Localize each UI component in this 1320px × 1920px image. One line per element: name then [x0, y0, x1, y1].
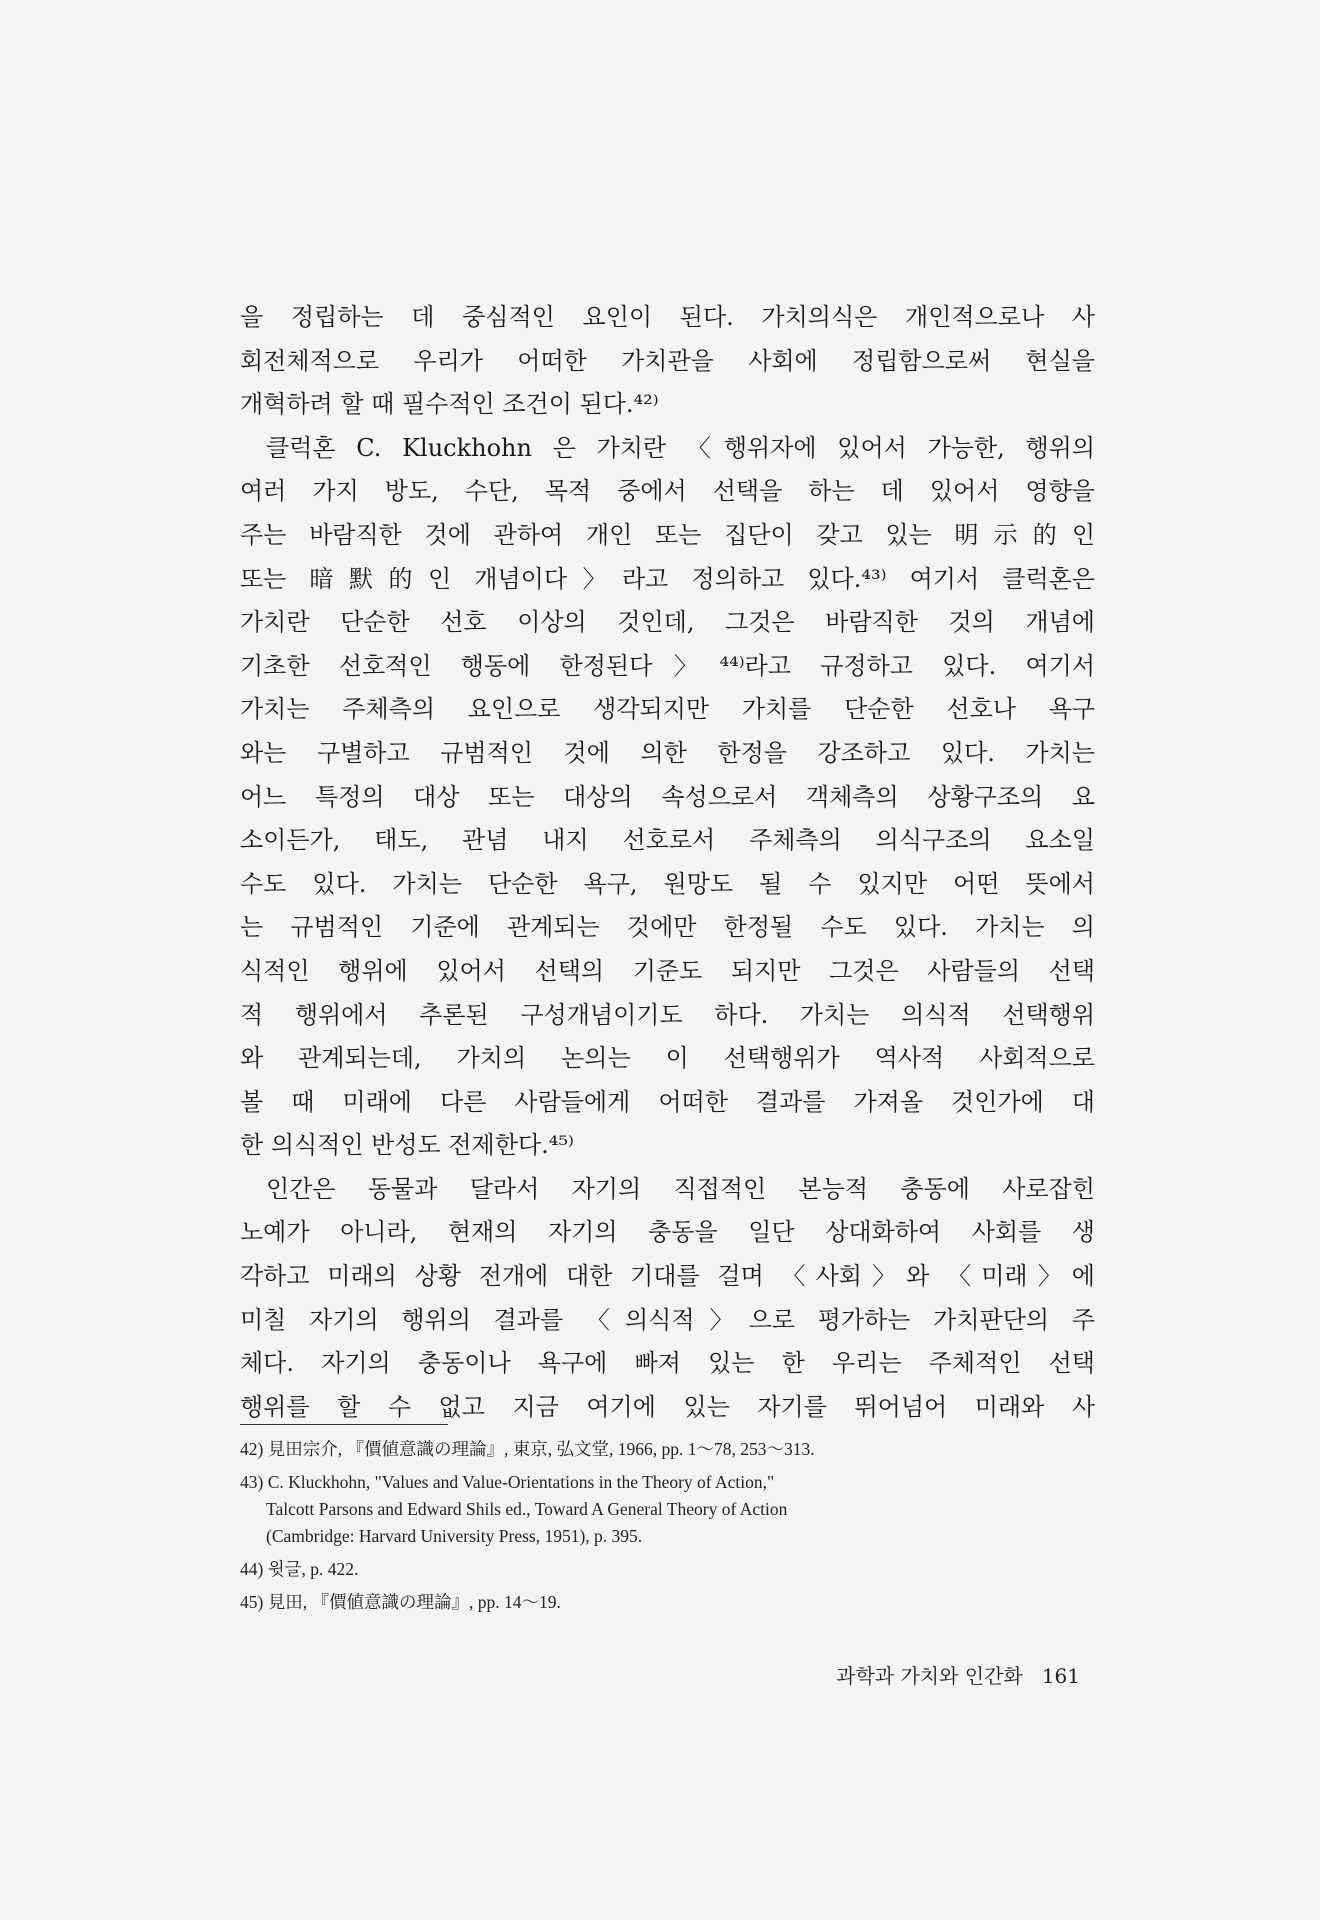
- body-line: 식적인 행위에 있어서 선택의 기준도 되지만 그것은 사람들의 선택: [240, 956, 1095, 985]
- footnote-line: 45) 見田, 『價値意識の理論』, pp. 14～19.: [240, 1592, 561, 1612]
- footnote-line: 43) C. Kluckhohn, "Values and Value-Orientations in the Theory of Action,": [240, 1472, 775, 1492]
- footnote-line: Talcott Parsons and Edward Shils ed., Toward A General Theory of Action: [266, 1499, 788, 1519]
- body-line: 적 행위에서 추론된 구성개념이기도 하다. 가치는 의식적 선택행위: [240, 1000, 1095, 1029]
- body-line: 는 규범적인 기준에 관계되는 것에만 한정될 수도 있다. 가치는 의: [240, 913, 1095, 942]
- body-line: 회전체적으로 우리가 어떠한 가치관을 사회에 정립함으로써 현실을: [240, 346, 1095, 375]
- footnote-line: 42) 見田宗介, 『價値意識の理論』, 東京, 弘文堂, 1966, pp. 1～78, 253～313.: [240, 1439, 815, 1459]
- body-line: 한 의식적인 반성도 전제한다.⁴⁵⁾: [240, 1131, 574, 1160]
- body-line: 주는 바람직한 것에 관하여 개인 또는 집단이 갖고 있는 明示的인: [240, 520, 1095, 549]
- body-line: 소이든가, 태도, 관념 내지 선호로서 주체측의 의식구조의 요소일: [240, 826, 1095, 855]
- body-line: 클럭혼 C. Kluckhohn 은 가치란 〈행위자에 있어서 가능한, 행위의: [266, 433, 1095, 462]
- body-line: 노예가 아니라, 현재의 자기의 충동을 일단 상대화하여 사회를 생: [240, 1218, 1095, 1247]
- body-line: 여러 가지 방도, 수단, 목적 중에서 선택을 하는 데 있어서 영향을: [240, 477, 1095, 506]
- page-number: 161: [1041, 1664, 1080, 1688]
- body-line: 행위를 할 수 없고 지금 여기에 있는 자기를 뛰어넘어 미래와 사: [240, 1392, 1095, 1421]
- body-line: 와 관계되는데, 가치의 논의는 이 선택행위가 역사적 사회적으로: [240, 1044, 1095, 1073]
- body-line: 수도 있다. 가치는 단순한 욕구, 원망도 될 수 있지만 어떤 뜻에서: [240, 869, 1095, 898]
- running-footer: [836, 1660, 1080, 1689]
- body-line: 을 정립하는 데 중심적인 요인이 된다. 가치의식은 개인적으로나 사: [240, 303, 1095, 331]
- footnote-rule: [240, 1424, 448, 1425]
- footnote-line: (Cambridge: Harvard University Press, 1951), p. 395.: [266, 1526, 643, 1546]
- body-line: 와는 구별하고 규범적인 것에 의한 한정을 강조하고 있다. 가치는: [240, 738, 1095, 767]
- body-line: 볼 때 미래에 다른 사람들에게 어떠한 결과를 가져올 것인가에 대: [240, 1087, 1095, 1116]
- body-line: 각하고 미래의 상황 전개에 대한 기대를 걸며 〈사회〉와 〈미래〉에: [240, 1262, 1095, 1291]
- footnotes: [240, 1436, 1095, 1616]
- running-footer-title: 과학과 가치와 인간화: [836, 1664, 1023, 1688]
- body-line: 미칠 자기의 행위의 결과를 〈의식적〉으로 평가하는 가치판단의 주: [240, 1305, 1095, 1334]
- body-line: 기초한 선호적인 행동에 한정된다〉⁴⁴⁾라고 규정하고 있다. 여기서: [240, 651, 1095, 680]
- body-line: 개혁하려 할 때 필수적인 조건이 된다.⁴²⁾: [240, 390, 659, 419]
- body-line: 가치는 주체측의 요인으로 생각되지만 가치를 단순한 선호나 욕구: [240, 695, 1095, 724]
- body-line: 인간은 동물과 달라서 자기의 직접적인 본능적 충동에 사로잡힌: [266, 1174, 1095, 1203]
- body-line: 또는 暗默的인 개념이다〉라고 정의하고 있다.⁴³⁾ 여기서 클럭혼은: [240, 564, 1095, 593]
- body-line: 체다. 자기의 충동이나 욕구에 빠져 있는 한 우리는 주체적인 선택: [240, 1349, 1095, 1378]
- body-line: 어느 특정의 대상 또는 대상의 속성으로서 객체측의 상황구조의 요: [240, 782, 1095, 811]
- body-line: 가치란 단순한 선호 이상의 것인데, 그것은 바람직한 것의 개념에: [240, 608, 1095, 637]
- footnote-line: 44) 윗글, p. 422.: [240, 1559, 359, 1579]
- body-text: [240, 296, 1095, 1429]
